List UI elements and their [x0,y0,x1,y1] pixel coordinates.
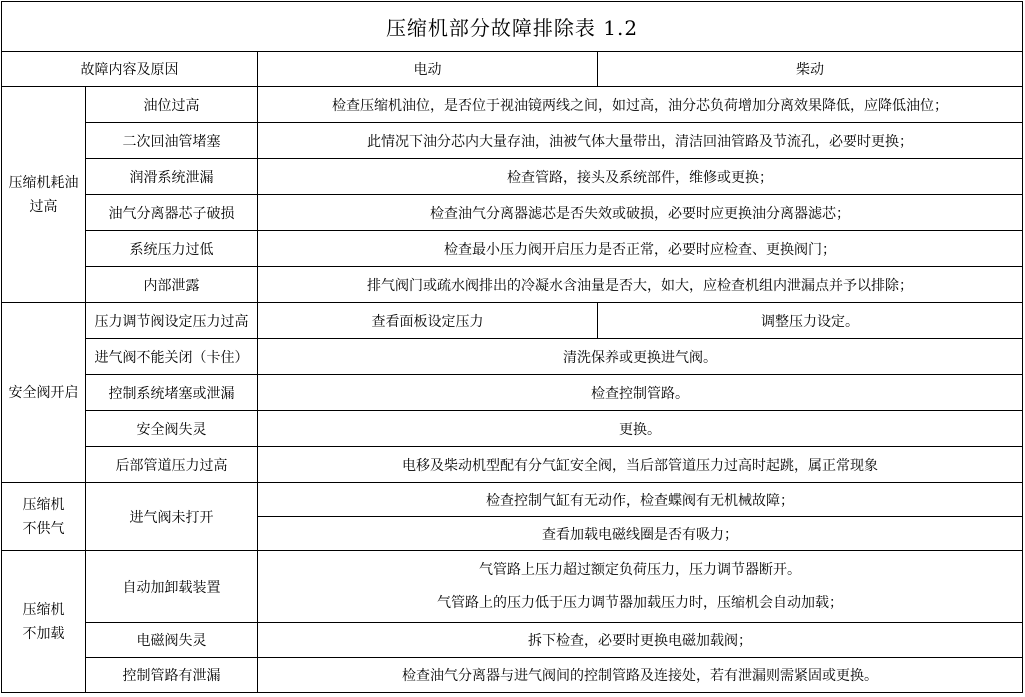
cause-cell: 压力调节阀设定压力过高 [86,303,258,339]
remedy-cell: 检查压缩机油位，是否位于视油镜两线之间，如过高，油分芯负荷增加分离效果降低，应降低油位； [258,87,1023,123]
cause-cell: 进气阀未打开 [86,483,258,551]
cause-cell: 安全阀失灵 [86,411,258,447]
remedy-cell: 排气阀门或疏水阀排出的冷凝水含油量是否大，如大，应检查机组内泄漏点并予以排除； [258,267,1023,303]
table-row [2,231,1023,267]
remedy-line: 气管路上的压力低于压力调节器加载压力时，压缩机会自动加载； [437,594,844,611]
remedy-cell: 检查控制气缸有无动作，检查蝶阀有无机械故障； [258,483,1023,517]
cause-cell: 控制系统堵塞或泄漏 [86,375,258,411]
fault-table [1,1,1023,693]
cause-cell: 自动加卸载装置 [86,551,258,623]
remedy-line: 气管路上压力超过额定负荷压力，压力调节器断开。 [479,561,802,578]
category-cell [2,483,86,551]
header-diesel: 柴动 [598,52,1023,87]
category-cell [2,303,86,483]
table-row [2,551,1023,623]
remedy-cell: 更换。 [258,411,1023,447]
cause-cell: 进气阀不能关闭（卡住） [86,339,258,375]
remedy-cell: 检查管路，接头及系统部件，维修或更换； [258,159,1023,195]
table-row [2,159,1023,195]
cause-cell: 内部泄露 [86,267,258,303]
category-line: 过高 [29,198,58,215]
table-row [2,267,1023,303]
remedy-cell: 拆下检查，必要时更换电磁加载阀； [258,623,1023,658]
title-row [2,2,1023,52]
remedy-cell: 检查油气分离器与进气阀间的控制管路及连接处，若有泄漏则需紧固或更换。 [258,658,1023,693]
cause-cell: 电磁阀失灵 [86,623,258,658]
remedy-cell: 查看加载电磁线圈是否有吸力； [258,517,1023,551]
category-line: 压缩机 [22,496,65,513]
cause-cell: 系统压力过低 [86,231,258,267]
category-cell [2,87,86,303]
table-row [2,87,1023,123]
cause-cell: 润滑系统泄漏 [86,159,258,195]
table-row [2,411,1023,447]
remedy-cell: 检查控制管路。 [258,375,1023,411]
diesel-remedy-cell: 调整压力设定。 [598,303,1023,339]
remedy-cell: 检查最小压力阀开启压力是否正常，必要时应检查、更换阀门； [258,231,1023,267]
table-title: 压缩机部分故障排除表 1.2 [2,2,1023,52]
category-line: 压缩机耗油 [8,174,79,191]
cause-cell: 油气分离器芯子破损 [86,195,258,231]
table-row [2,123,1023,159]
category-line: 不加载 [22,625,65,642]
cause-cell: 后部管道压力过高 [86,447,258,483]
remedy-cell: 清洗保养或更换进气阀。 [258,339,1023,375]
header-row [2,52,1023,87]
electric-remedy-cell: 查看面板设定压力 [258,303,598,339]
table-row [2,447,1023,483]
header-cause: 故障内容及原因 [2,52,258,87]
remedy-cell: 此情况下油分芯内大量存油，油被气体大量带出，清洁回油管路及节流孔，必要时更换； [258,123,1023,159]
table-row [2,375,1023,411]
table-row [2,623,1023,658]
table-row [2,195,1023,231]
table-row [2,483,1023,517]
header-electric: 电动 [258,52,598,87]
cause-cell: 控制管路有泄漏 [86,658,258,693]
category-line: 安全阀开启 [8,384,79,401]
table-row [2,339,1023,375]
cause-cell: 油位过高 [86,87,258,123]
remedy-cell: 检查油气分离器滤芯是否失效或破损，必要时应更换油分离器滤芯； [258,195,1023,231]
category-line: 不供气 [22,520,65,537]
remedy-cell: 电移及柴动机型配有分气缸安全阀，当后部管道压力过高时起跳，属正常现象 [258,447,1023,483]
cause-cell: 二次回油管堵塞 [86,123,258,159]
category-line: 压缩机 [22,601,65,618]
table-row [2,658,1023,693]
fault-table-sheet [1,1,1022,694]
category-cell [2,551,86,693]
table-row [2,303,1023,339]
remedy-cell [258,551,1023,623]
